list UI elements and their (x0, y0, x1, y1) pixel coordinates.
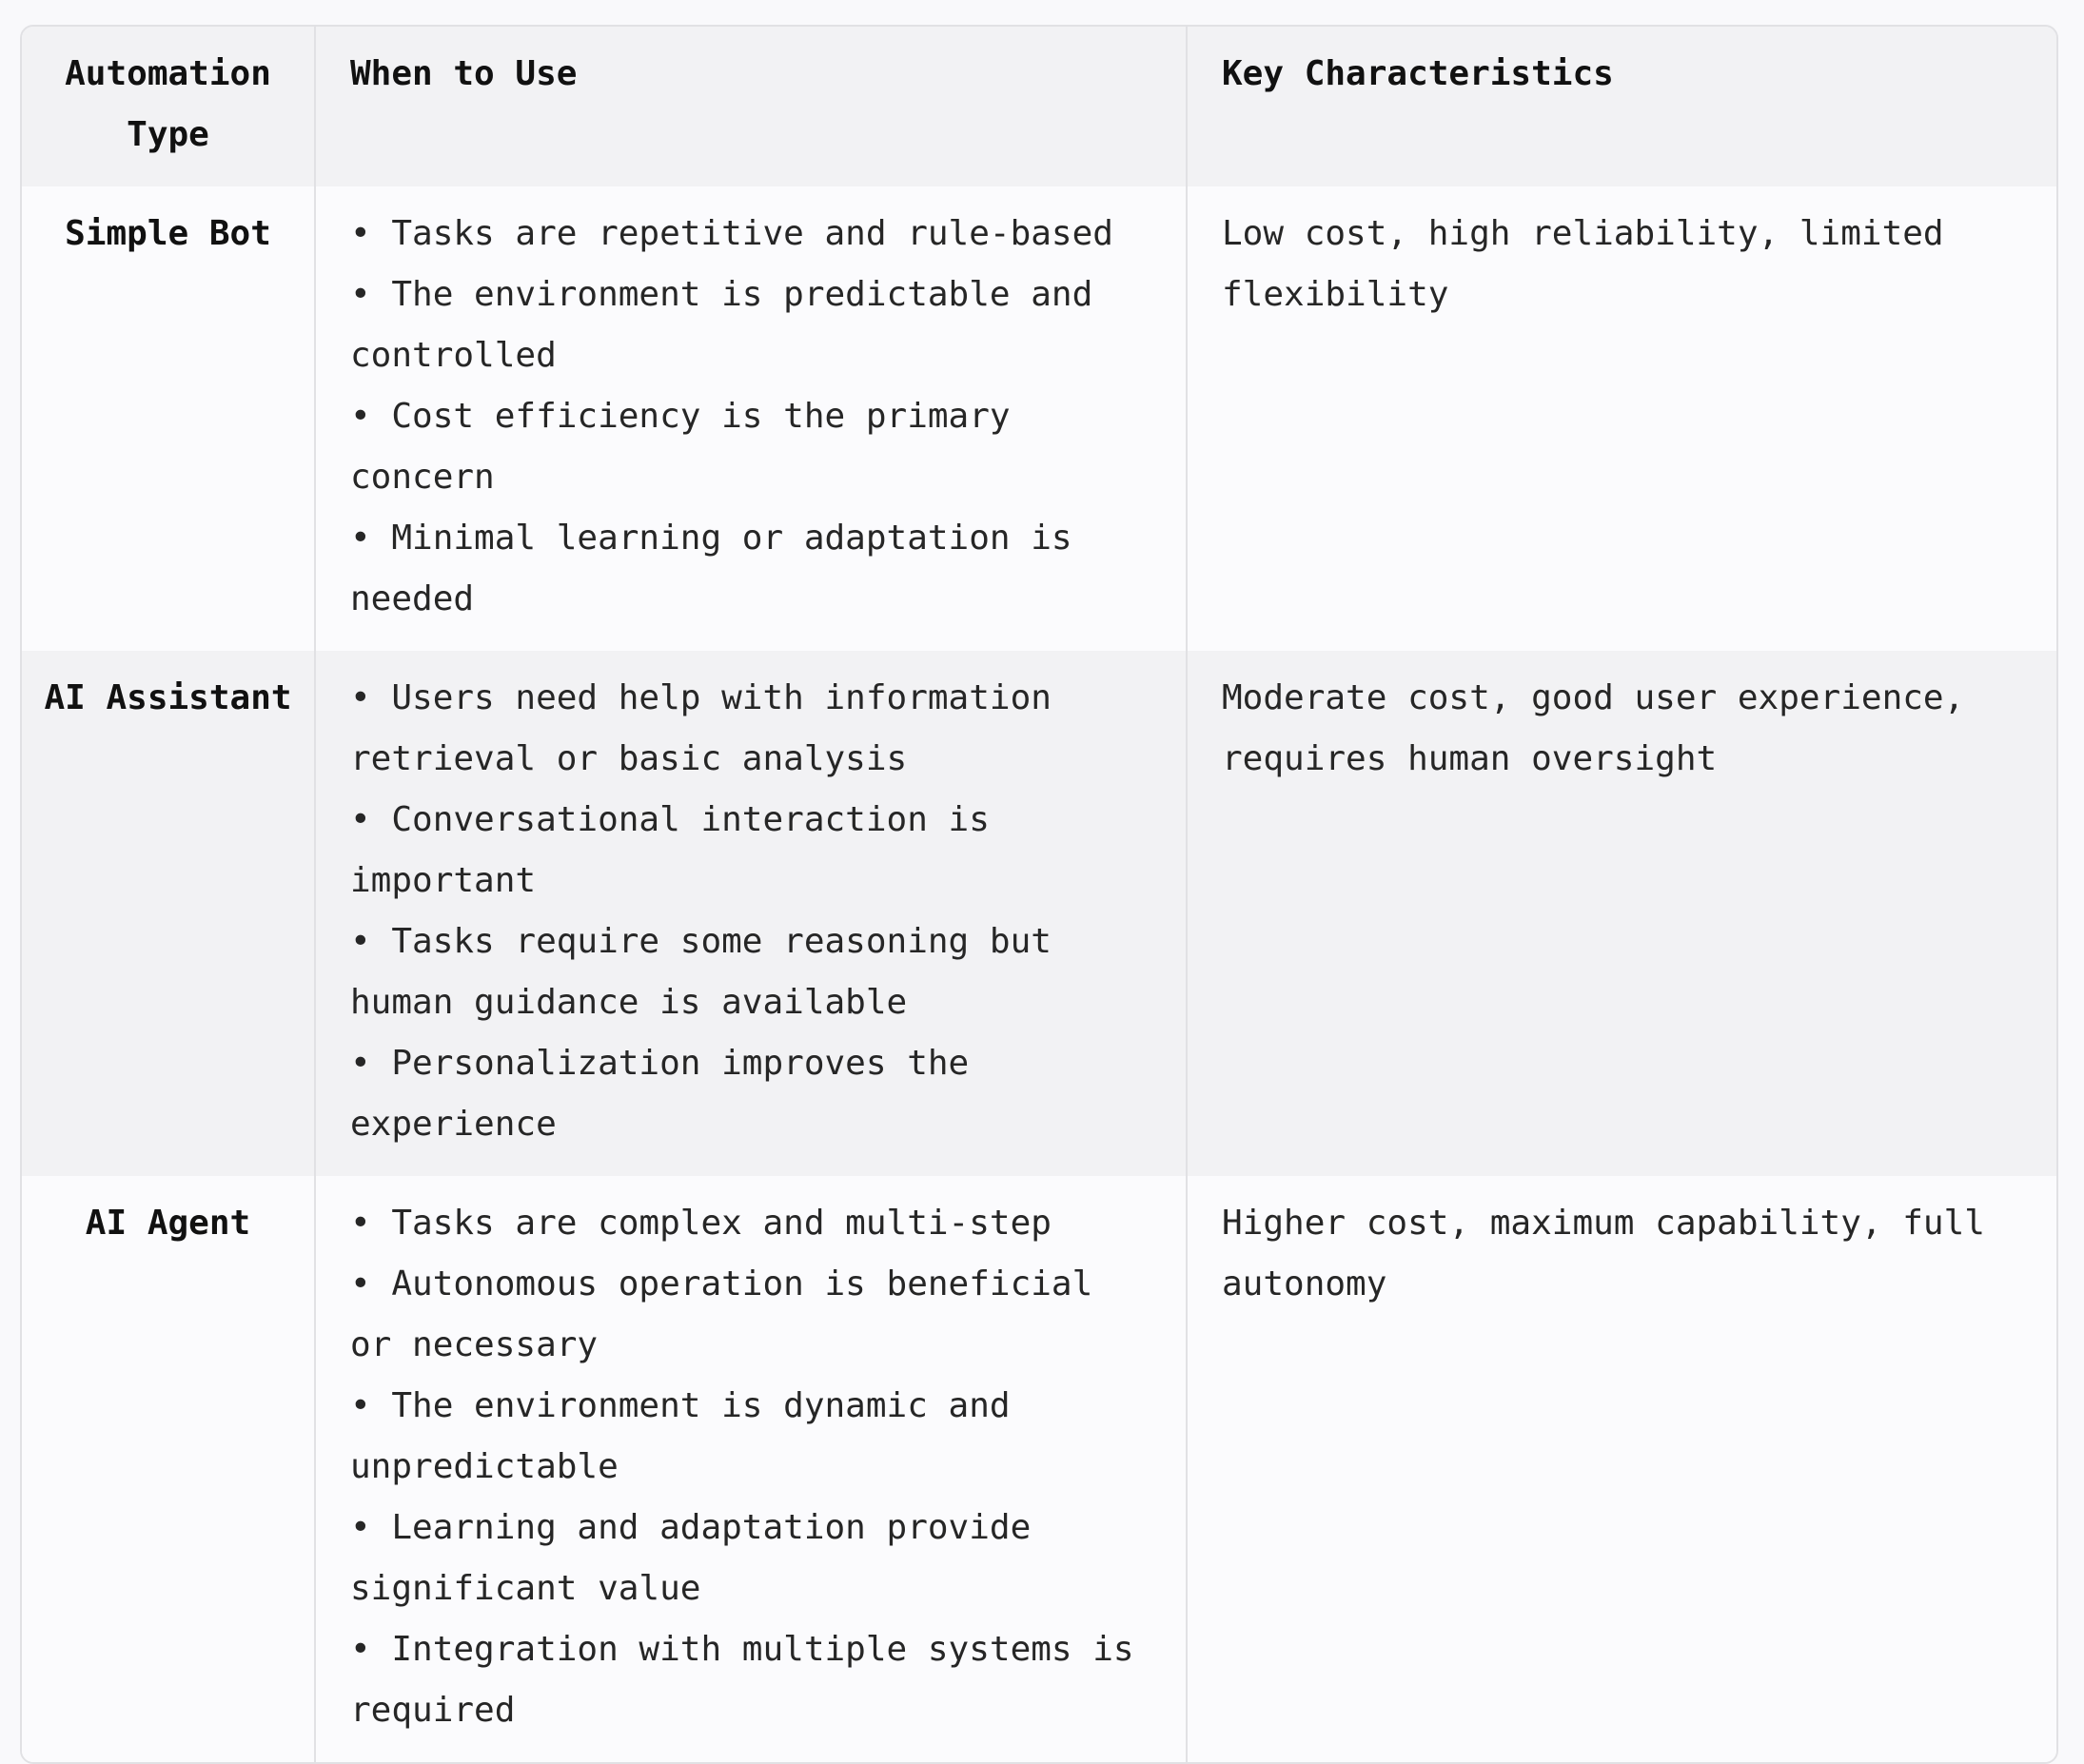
key-characteristics-cell: Moderate cost, good user experience, requires human oversight (1187, 651, 2056, 1176)
header-when-to-use: When to Use (315, 27, 1187, 186)
list-item: • Users need help with information retrieval or basic analysis (350, 678, 1052, 778)
automation-type-cell: Simple Bot (65, 214, 271, 253)
list-item: • Conversational interaction is important (350, 800, 990, 900)
header-automation-type: Automation Type (65, 54, 271, 154)
comparison-table-container (20, 25, 2058, 1764)
table-body (22, 186, 2056, 1762)
header-row (22, 27, 2056, 186)
when-to-use-cell (315, 1176, 1187, 1762)
list-item: • Learning and adaptation provide significant value (350, 1508, 1032, 1608)
list-item: • Minimal learning or adaptation is needed (350, 519, 1072, 618)
list-item: • Autonomous operation is beneficial or necessary (350, 1264, 1093, 1364)
list-item: • Personalization improves the experience (350, 1044, 970, 1144)
automation-comparison-table (22, 27, 2056, 1762)
key-characteristics-cell: Low cost, high reliability, limited flexibility (1187, 186, 2056, 651)
table-header (22, 27, 2056, 186)
list-item: • The environment is predictable and controlled (350, 275, 1093, 375)
when-to-use-cell (315, 186, 1187, 651)
list-item: • Integration with multiple systems is required (350, 1630, 1134, 1730)
table-row (22, 1176, 2056, 1762)
table-row (22, 186, 2056, 651)
key-characteristics-cell: Higher cost, maximum capability, full autonomy (1187, 1176, 2056, 1762)
list-item: • Tasks are complex and multi-step (350, 1204, 1052, 1243)
list-item: • Tasks are repetitive and rule-based (350, 214, 1113, 253)
table-row (22, 651, 2056, 1176)
automation-type-cell: AI Agent (85, 1204, 251, 1243)
header-key-characteristics: Key Characteristics (1187, 27, 2056, 186)
list-item: • Cost efficiency is the primary concern (350, 397, 1011, 497)
when-to-use-cell (315, 651, 1187, 1176)
list-item: • The environment is dynamic and unpredictable (350, 1386, 1011, 1486)
automation-type-cell: AI Assistant (44, 678, 292, 717)
list-item: • Tasks require some reasoning but human guidance is available (350, 922, 1052, 1022)
